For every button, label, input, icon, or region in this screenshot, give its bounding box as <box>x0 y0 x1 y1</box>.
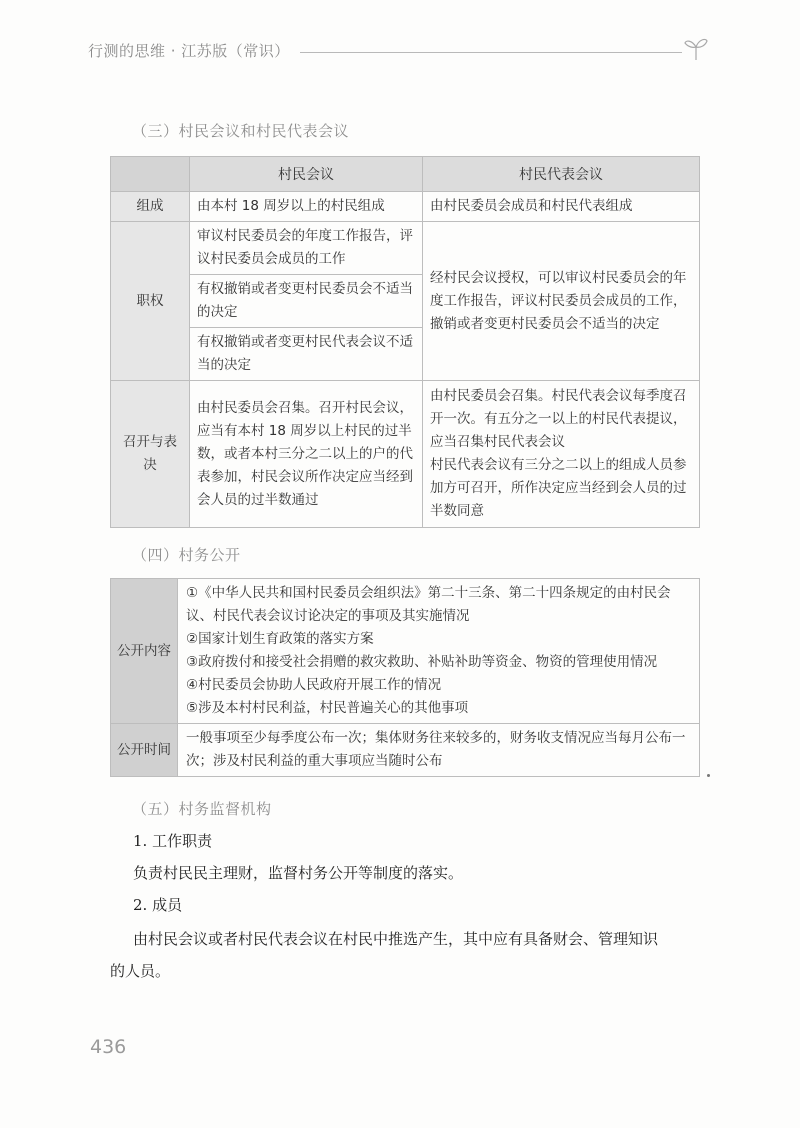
list-item: ①《中华人民共和国村民委员会组织法》第二十三条、第二十四条规定的由村民会议、村民代表会议讨论决定的事项及其实施情况 <box>186 585 671 624</box>
table-row <box>111 192 700 222</box>
col-header-representative-meeting: 村民代表会议 <box>423 157 700 192</box>
table-row <box>111 724 700 777</box>
table-corner-cell <box>111 157 190 192</box>
list-item: ③政府拨付和接受社会捐赠的救灾救助、补贴补助等资金、物资的管理使用情况 <box>186 654 658 670</box>
paragraph-duties: 负责村民民主理财，监督村务公开等制度的落实。 <box>133 864 464 882</box>
table-cell: 经村民会议授权，可以审议村民委员会的年度工作报告，评议村民委员会成员的工作，撤销或者变更村民委员会不适当的决定 <box>423 222 700 381</box>
row-label-convene: 召开与表决 <box>111 381 190 528</box>
table-cell: 由村民委员会成员和村民代表组成 <box>423 192 700 222</box>
table-row <box>111 222 700 275</box>
scan-mark <box>707 774 710 777</box>
subheading-members: 2. 成员 <box>133 896 183 914</box>
subheading-duties: 1. 工作职责 <box>133 832 213 850</box>
table-cell: 由村民委员会召集。召开村民会议，应当有本村 18 周岁以上村民的过半数，或者本村三分之二以上的户的代表参加，村民会议所作决定应当经到会人员的过半数通过 <box>190 381 423 528</box>
list-item: ④村民委员会协助人民政府开展工作的情况 <box>186 677 442 693</box>
page-number: 436 <box>90 1036 127 1058</box>
cell-paragraph: 由村民委员会召集。村民代表会议每季度召开一次。有五分之一以上的村民代表提议，应当召集村民代表会议 <box>430 388 687 450</box>
header-rule <box>300 52 682 53</box>
table-cell <box>178 579 700 724</box>
sprout-icon <box>682 34 710 62</box>
section-5-title: （五）村务监督机构 <box>132 800 272 818</box>
table-row <box>111 381 700 528</box>
running-header: 行测的思维 · 江苏版（常识） <box>88 42 290 60</box>
col-header-village-meeting: 村民会议 <box>190 157 423 192</box>
table-row <box>111 579 700 724</box>
section-4-title: （四）村务公开 <box>132 546 241 564</box>
table-cell: 一般事项至少每季度公布一次；集体财务往来较多的，财务收支情况应当每月公布一次；涉及村民利益的重大事项应当随时公布 <box>178 724 700 777</box>
row-label-time: 公开时间 <box>111 724 178 777</box>
table-cell: 由本村 18 周岁以上的村民组成 <box>190 192 423 222</box>
paragraph-members-line1: 由村民会议或者村民代表会议在村民中推选产生，其中应有具备财会、管理知识 <box>133 930 659 948</box>
row-label-powers: 职权 <box>111 222 190 381</box>
row-label-composition: 组成 <box>111 192 190 222</box>
table-cell: 有权撤销或者变更村民代表会议不适当的决定 <box>190 328 423 381</box>
table-cell: 审议村民委员会的年度工作报告，评议村民委员会成员的工作 <box>190 222 423 275</box>
table-cell: 有权撤销或者变更村民委员会不适当的决定 <box>190 275 423 328</box>
village-meeting-comparison-table <box>110 156 700 528</box>
section-3-title: （三）村民会议和村民代表会议 <box>132 122 350 140</box>
paragraph-members-line2: 的人员。 <box>110 962 171 980</box>
table-cell <box>423 381 700 528</box>
list-item: ②国家计划生育政策的落实方案 <box>186 631 374 647</box>
row-label-content: 公开内容 <box>111 579 178 724</box>
cell-paragraph: 村民代表会议有三分之二以上的组成人员参加方可召开，所作决定应当经到会人员的过半数同意 <box>430 457 687 519</box>
village-affairs-disclosure-table <box>110 578 700 777</box>
list-item: ⑤涉及本村村民利益，村民普遍关心的其他事项 <box>186 700 469 716</box>
